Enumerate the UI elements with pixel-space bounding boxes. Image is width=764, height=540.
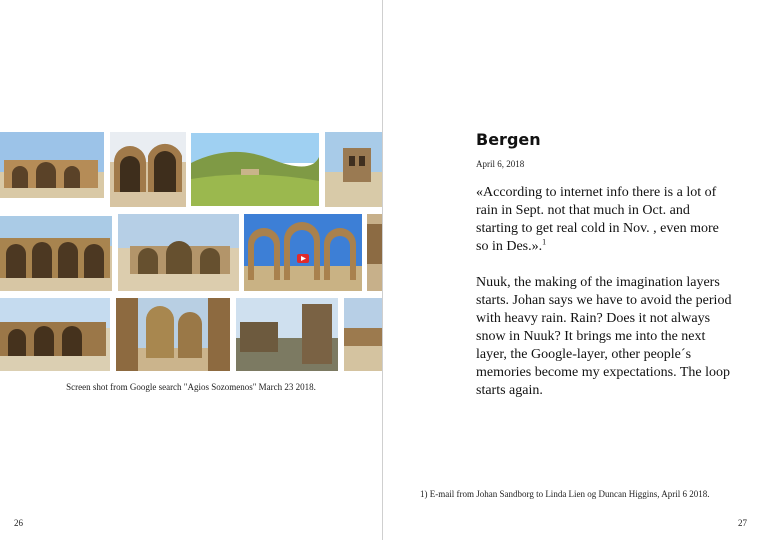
- ruin-photo: [325, 132, 382, 207]
- quote-text: «According to internet info there is a lot of rain in Sept. not that much in Oct. and starting to get real cold in Nov. , even more so in Des.».: [476, 185, 719, 254]
- ruin-photo: [0, 216, 112, 291]
- ruin-photo: [236, 298, 338, 371]
- ruin-photo: [0, 132, 104, 198]
- ruin-photo: [344, 298, 382, 371]
- image-caption: Screen shot from Google search "Agios Sozomenos" March 23 2018.: [66, 382, 316, 392]
- ruin-photo: [0, 298, 110, 371]
- page-number-left: 26: [14, 518, 23, 528]
- ruin-photo: [244, 214, 362, 291]
- entry-date: April 6, 2018: [476, 159, 525, 169]
- ruin-photo: [110, 132, 186, 207]
- section-heading: Bergen: [476, 130, 541, 149]
- body-paragraph-quote: [476, 184, 732, 256]
- footnote-marker: 1: [542, 237, 547, 247]
- ruin-photo: [367, 214, 382, 291]
- footnote: 1) E-mail from Johan Sandborg to Linda Lien og Duncan Higgins, April 6 2018.: [420, 489, 710, 499]
- page-number-right: 27: [738, 518, 747, 528]
- ruin-photo: [118, 214, 239, 291]
- body-paragraph: Nuuk, the making of the imagination layers starts. Johan says we have to avoid the period with heavy rain. Rain? Does it not always snow in Nuuk? It brings me into the next layer, the Google-layer, other people´s memories become my expectations. The loop starts again.: [476, 275, 732, 398]
- landscape-photo: [191, 133, 319, 206]
- right-page: [383, 0, 764, 540]
- ruin-photo: [116, 298, 230, 371]
